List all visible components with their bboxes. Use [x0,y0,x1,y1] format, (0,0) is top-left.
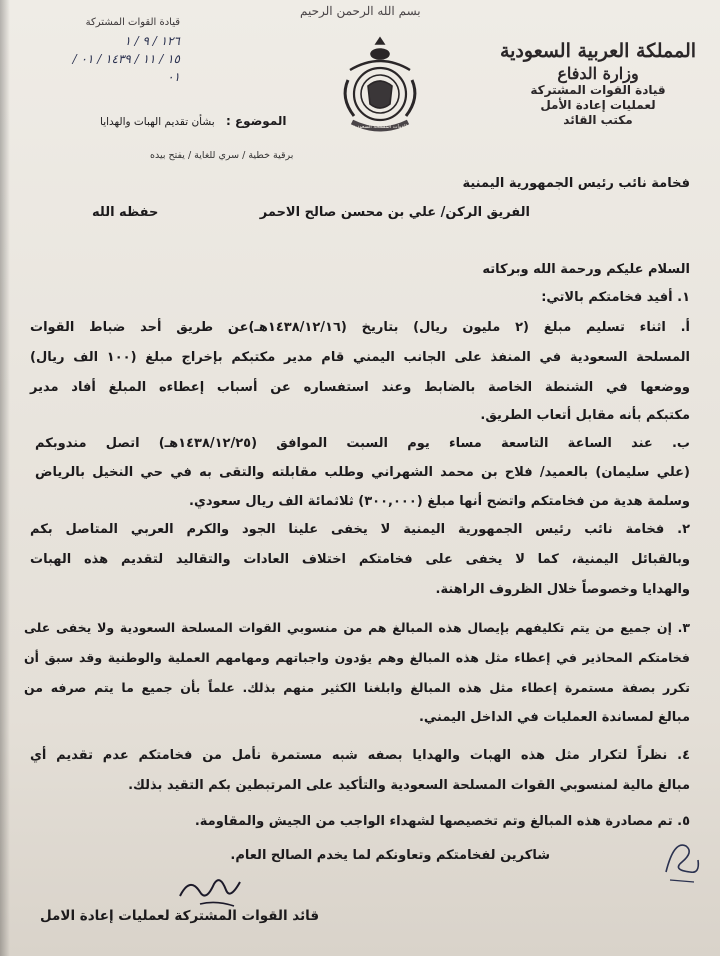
office-title: مكتب القائد [563,113,633,127]
handwritten-initials [660,832,705,887]
body-line: مبالغ مالية لمنسوبي القوات المسلحة السعودية والتأكيد على المرتبطين بكم التقيد بذلك. [128,778,690,793]
body-line: المسلحة السعودية في المنفذ على الجانب اليمني قام مدير مكتبكم بإخراج مبلغ (١٠٠ الف ريال) [30,350,690,365]
closing-line: شاكرين لفخامتكم وتعاونكم لما يخدم الصالح العام. [230,848,550,863]
greeting: السلام عليكم ورحمة الله وبركاته [482,262,690,277]
page-edge-shadow [0,0,10,956]
ministry-title: وزارة الدفاع [557,64,639,83]
subject-line [100,114,286,128]
body-line: مكتبكم بأنه مقابل أتعاب الطريق. [480,408,690,423]
reference-block [60,14,180,86]
reference-number: ١٢٦ / ٩ / ١ [124,34,180,48]
body-line: ١. أفيد فخامتكم بالاتي: [541,290,690,305]
body-line: تكرر بصفة مستمرة إعطاء مثل هذه المبالغ وابلغنا الكثير منهم بذلك. علماً بأن جميع ما يتم صرفه من [24,680,690,695]
body-line: ٥. تم مصادرة هذه المبالغ وتم تخصيصها لشهداء الواجب من الجيش والمقاومة. [194,814,690,829]
body-line: ٤. نظراً لتكرار مثل هذه الهبات والهدايا بصفه شبه مستمرة نأمل من فخامتكم عدم تقديم أي [30,748,690,763]
body-line: مبالغ لمساندة العمليات في الداخل اليمني. [418,710,690,725]
recipient-name: الفريق الركن/ علي بن محسن صالح الاحمر [259,205,530,220]
basmala: بسم الله الرحمن الرحيم [300,4,421,18]
body-line: ب. عند الساعة التاسعة مساء يوم السبت الموافق (١٤٣٨/١٢/٢٥هـ) اتصل مندوبكم [35,436,690,451]
body-line: ووضعها في الشنطة الخاصة بالضابط وعند استفساره عن أسباب إعطاءه المبلغ أفاد مدير [30,380,690,395]
reference-date: ١٥ / ١١ / ١٤٣٩ / ٠١ / ٠١ [72,52,180,84]
kingdom-title: المملكة العربية السعودية [499,40,697,62]
command-title: قيادة القوات المشتركة [530,83,666,97]
signatory-title: قائد القوات المشتركة لعمليات إعادة الامل [40,908,320,924]
body-line: (علي سليمان) بالعميد/ فلاح بن محمد الشهراني وطلب مقابلته والتقى به في حي النخيل بالرياض [35,465,690,480]
handwritten-signature [170,870,250,910]
body-line: فخامتكم المحاذير في إعطاء مثل هذه المبالغ وهم يؤدون واجباتهم ومهامهم العملية والوطنية وقد سبق أن [24,650,690,665]
classification-note: برقية خطية / سري للغاية / يفتح بيده [150,150,294,161]
body-line: والهدايا وخصوصاً خلال الظروف الراهنة. [435,582,690,597]
reference-org: قيادة القوات المشتركة [85,17,180,28]
saudi-armed-forces-emblem-icon [330,32,430,150]
body-line: وسلمة هدية من فخامتكم واتضح أنها مبلغ (٣٠٠,٠٠٠) ثلاثمائة الف ريال سعودي. [189,494,690,509]
operation-title: لعمليات إعادة الأمل [540,98,656,112]
subject-label: الموضوع : [226,114,287,128]
recipient-title: فخامة نائب رئيس الجمهورية اليمنية [462,176,690,191]
emblem-caption: القوات المسلحة السعودية [353,124,407,130]
letterhead-right [488,40,708,128]
body-line: ٣. إن جميع من يتم تكليفهم بإيصال هذه المبالغ هم من منسوبي القوات المسلحة السعودية ولا يخفى على [24,620,690,635]
recipient-blessing: حفظه الله [92,205,159,220]
body-line: وبالقبائل اليمنية، كما لا يخفى على فخامتكم اختلاف العادات والتقاليد لتقديم هذه الهبات [30,552,690,567]
body-line: ٢. فخامة نائب رئيس الجمهورية اليمنية لا يخفى علينا الجود والكرم العربي المتاصل بكم [30,522,690,537]
subject-text: بشأن تقديم الهبات والهدايا [100,116,215,128]
body-line: أ. اثناء تسليم مبلغ (٢ مليون ريال) بتاريخ (١٤٣٨/١٢/١٦هـ)عن طريق أحد ضباط القوات [30,320,691,335]
